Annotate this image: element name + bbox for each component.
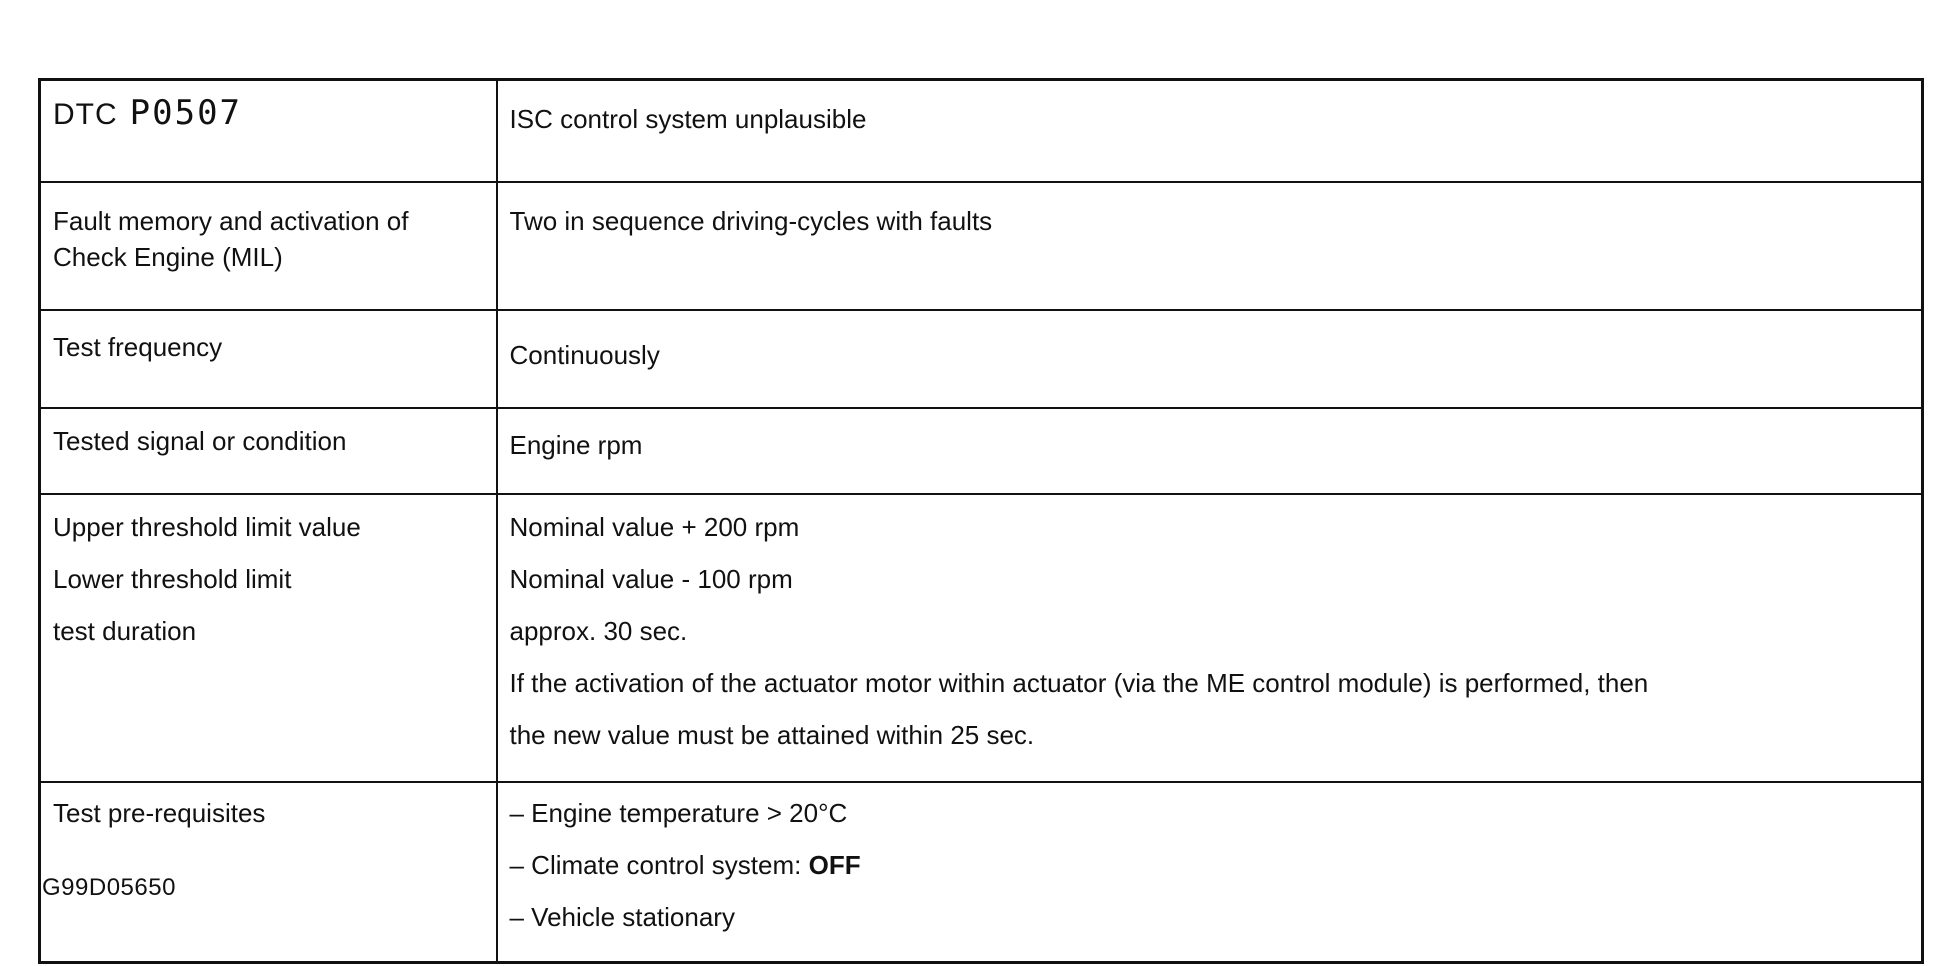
fault-memory-label-cell <box>40 182 497 310</box>
upper-threshold-value: Nominal value + 200 rpm <box>509 512 800 542</box>
actuator-note-line1: If the activation of the actuator motor within actuator (via the ME control module) is performed, then <box>509 668 1649 698</box>
fault-memory-value: Two in sequence driving-cycles with faults <box>497 182 1923 310</box>
lower-threshold-label: Lower threshold limit <box>53 564 292 594</box>
threshold-limits-value-cell <box>497 494 1923 782</box>
lower-threshold-value: Nominal value - 100 rpm <box>509 564 793 594</box>
prerequisite-climate-control-text: – Climate control system: <box>509 850 809 880</box>
tested-signal-label: Tested signal or condition <box>40 408 497 494</box>
prerequisite-climate-control-state: OFF <box>808 850 861 880</box>
prerequisites-list <box>497 782 1923 963</box>
fault-memory-label-line2: Check Engine (MIL) <box>53 242 283 272</box>
test-frequency-label: Test frequency <box>40 310 497 408</box>
dtc-row <box>40 80 1923 183</box>
test-frequency-value: Continuously <box>497 310 1923 408</box>
threshold-limits-label-cell <box>40 494 497 782</box>
test-frequency-row <box>40 310 1923 408</box>
tested-signal-row <box>40 408 1923 494</box>
test-duration-value: approx. 30 sec. <box>509 616 688 646</box>
figure-id: G99D05650 <box>42 874 176 901</box>
tested-signal-value: Engine rpm <box>497 408 1923 494</box>
fault-memory-row <box>40 182 1923 310</box>
prerequisite-climate-control <box>510 847 1922 899</box>
prerequisite-vehicle-stationary: – Vehicle stationary <box>509 902 735 932</box>
dtc-description: ISC control system unplausible <box>497 80 1923 183</box>
dtc-label-cell <box>40 80 497 183</box>
threshold-limits-row <box>40 494 1923 782</box>
fault-memory-label-line1: Fault memory and activation of <box>53 206 409 236</box>
actuator-note-line2: the new value must be attained within 25 sec. <box>509 720 1035 750</box>
prerequisite-engine-temperature: – Engine temperature > 20°C <box>509 798 848 828</box>
dtc-prefix: DTC <box>53 98 118 131</box>
dtc-spec-table <box>38 78 1924 964</box>
dtc-code: P0507 <box>129 93 243 133</box>
prerequisites-label: Test pre-requisites <box>40 782 497 963</box>
test-duration-label: test duration <box>53 616 197 646</box>
prerequisites-row <box>40 782 1923 963</box>
upper-threshold-label: Upper threshold limit value <box>53 512 361 542</box>
